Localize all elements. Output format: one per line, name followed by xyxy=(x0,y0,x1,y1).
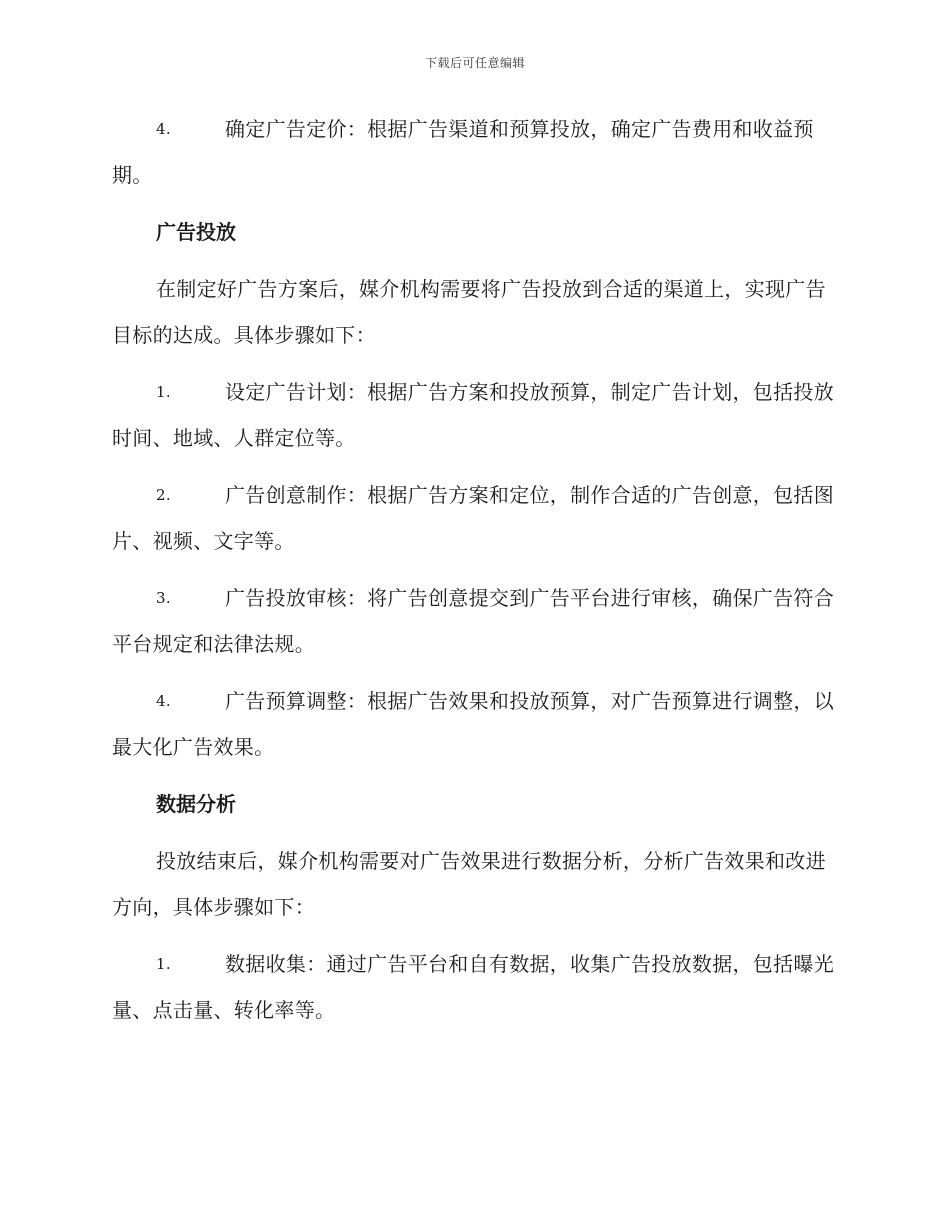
list-text: 广告创意制作：根据广告方案和定位，制作合适的广告创意，包括图片、视频、文字等。 xyxy=(112,483,834,553)
list-text: 确定广告定价：根据广告渠道和预算投放，确定广告费用和收益预期。 xyxy=(112,117,814,187)
list-item xyxy=(112,472,834,564)
section-heading-ad-placement: 广告投放 xyxy=(156,220,236,244)
list-item xyxy=(112,369,834,461)
list-number: 1. xyxy=(156,955,171,973)
page-header: 下载后可任意编辑 xyxy=(424,56,525,70)
list-item xyxy=(112,106,834,198)
list-number: 4. xyxy=(156,120,171,138)
list-item xyxy=(112,678,834,770)
section-heading-data-analysis: 数据分析 xyxy=(156,792,236,816)
list-number: 1. xyxy=(156,383,171,401)
list-text: 设定广告计划：根据广告方案和投放预算，制定广告计划，包括投放时间、地域、人群定位等。 xyxy=(112,380,834,450)
list-item xyxy=(112,575,834,667)
paragraph: 在制定好广告方案后，媒介机构需要将广告投放到合适的渠道上，实现广告目标的达成。具体步骤如下： xyxy=(112,277,826,347)
list-text: 数据收集：通过广告平台和自有数据，收集广告投放数据，包括曝光量、点击量、转化率等。 xyxy=(112,952,834,1022)
list-text: 广告投放审核：将广告创意提交到广告平台进行审核，确保广告符合平台规定和法律法规。 xyxy=(112,586,834,656)
list-number: 3. xyxy=(156,589,171,607)
document-body xyxy=(112,106,834,1044)
list-number: 4. xyxy=(156,692,171,710)
list-item xyxy=(112,941,834,1033)
list-number: 2. xyxy=(156,486,171,504)
paragraph: 投放结束后，媒介机构需要对广告效果进行数据分析，分析广告效果和改进方向，具体步骤如下： xyxy=(112,849,826,919)
list-text: 广告预算调整：根据广告效果和投放预算，对广告预算进行调整，以最大化广告效果。 xyxy=(112,689,834,759)
